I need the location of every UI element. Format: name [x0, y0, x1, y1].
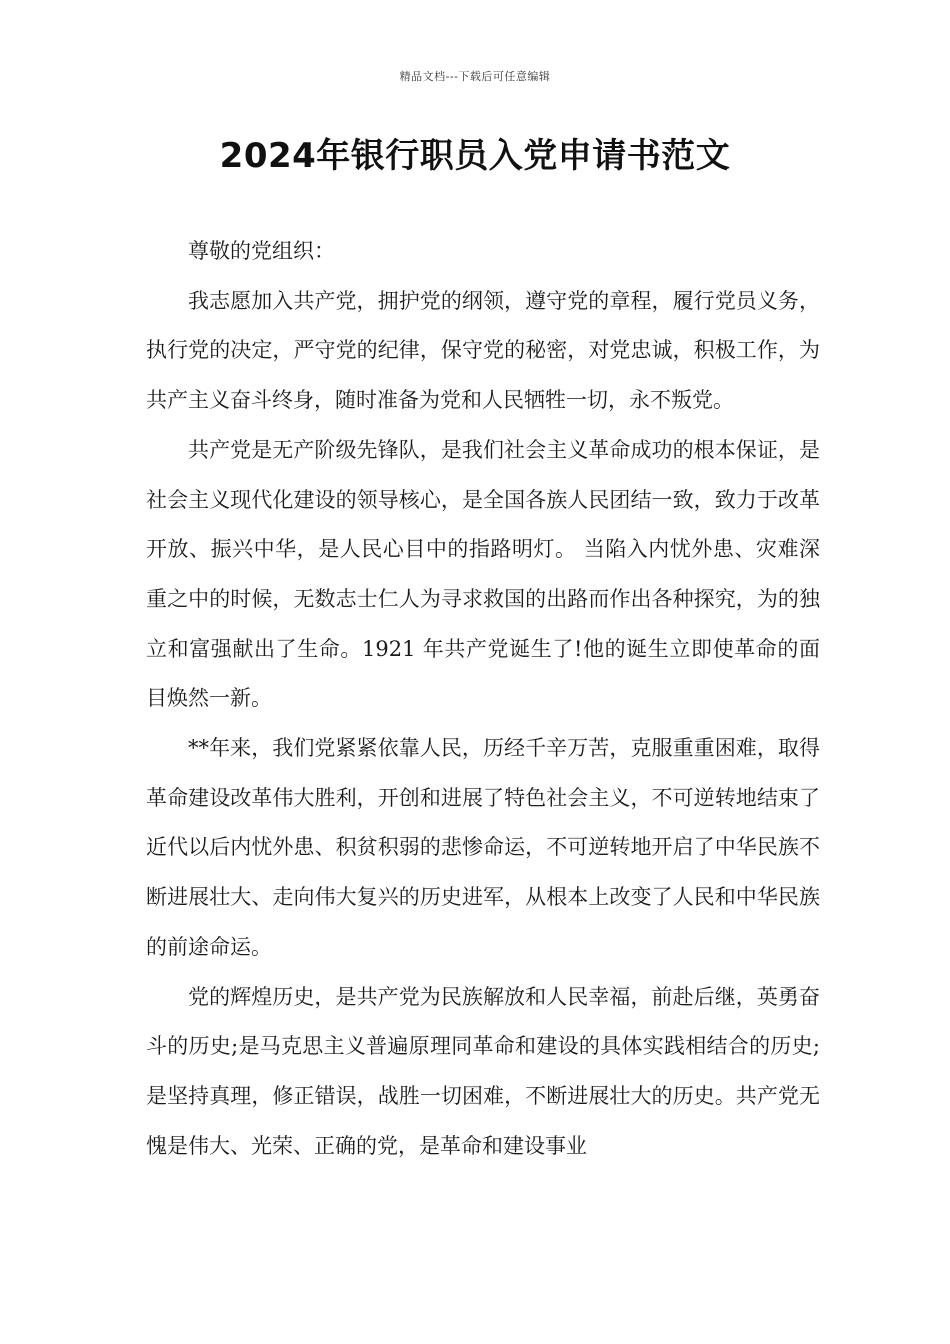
salutation: 尊敬的党组织：: [188, 239, 335, 263]
body-paragraph: 共产党是无产阶级先锋队，是我们社会主义革命成功的根本保证，是社会主义现代化建设的领导核心，是全国各族人民团结一致，致力于改革开放、振兴中华，是人民心目中的指路明灯。 当陷入内忧外患、灾难深重之中的时候，无数志士仁人为寻求救国的出路而作出各种探究，为的独立和富强献出了生命。1921 年共产党诞生了!他的诞生立即使革命的面目焕然一新。: [146, 437, 820, 711]
body-paragraph: 党的辉煌历史，是共产党为民族解放和人民幸福，前赴后继，英勇奋斗的历史;是马克思主义普遍原理同革命和建设的具体实践相结合的历史;是坚持真理，修正错误，战胜一切困难，不断进展壮大的历史。共产党无愧是伟大、光荣、正确的党，是革命和建设事业: [146, 984, 820, 1158]
document-body: [146, 227, 820, 1171]
header-note: 精品文档---下载后可任意编辑: [399, 70, 551, 83]
body-paragraph: 我志愿加入共产党，拥护党的纲领，遵守党的章程，履行党员义务，执行党的决定，严守党的纪律，保守党的秘密，对党忠诚，积极工作，为共产主义奋斗终身，随时准备为党和人民牺牲一切，永不叛党。: [146, 288, 820, 413]
body-paragraph: **年来，我们党紧紧依靠人民，历经千辛万苦，克服重重困难，取得革命建设改革伟大胜利，开创和进展了特色社会主义，不可逆转地结束了近代以后内忧外患、积贫积弱的悲惨命运，不可逆转地开启了中华民族不断进展壮大、走向伟大复兴的历史进军，从根本上改变了人民和中华民族的前途命运。: [146, 736, 820, 959]
document-title: 2024年银行职员入党申请书范文: [219, 136, 731, 176]
